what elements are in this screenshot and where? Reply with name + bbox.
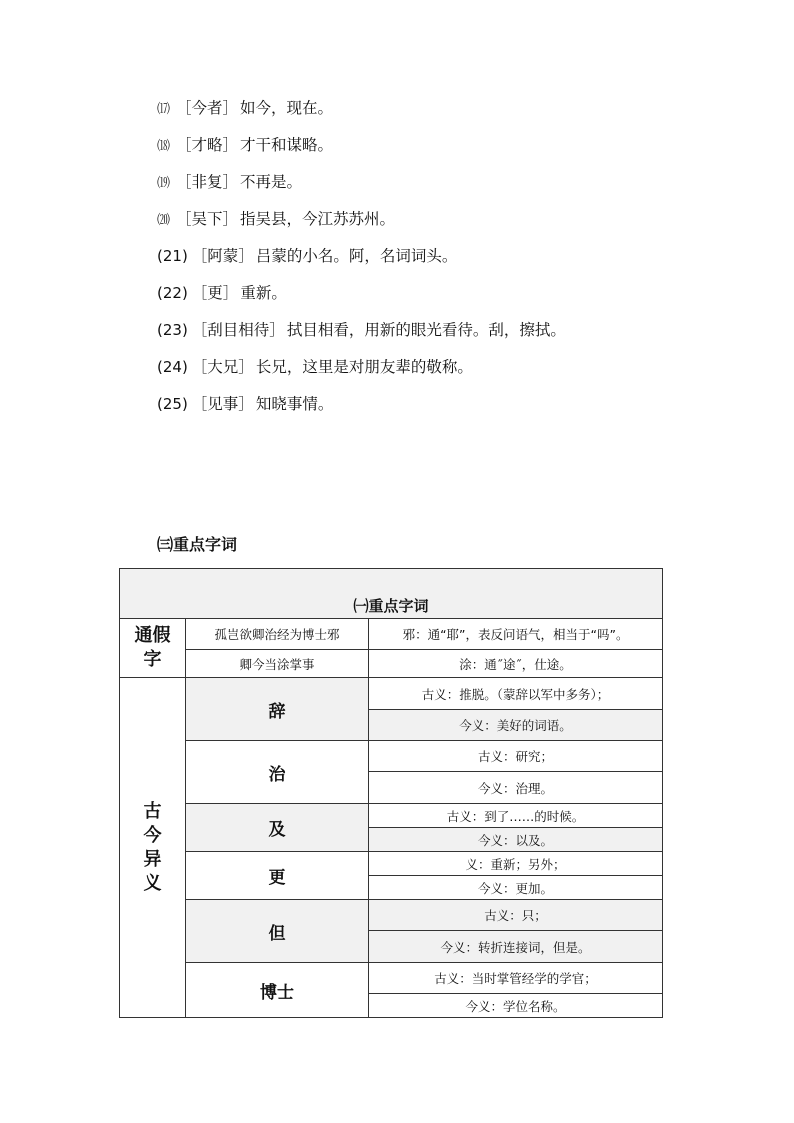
gujin-word: 但 — [186, 900, 369, 963]
note-number: ⒄ — [157, 102, 171, 117]
note-text: 长兄，这里是对朋友辈的敬称。 — [255, 358, 473, 376]
note-term: ［更］ — [191, 284, 239, 302]
annotation-item — [157, 205, 717, 242]
annotation-item — [157, 94, 717, 131]
ancient-meaning: 古义：到了……的时候。 — [369, 804, 663, 828]
section-title: ㈢重点字词 — [157, 535, 238, 554]
ancient-meaning: 古义：推脱。（蒙辞以军中多务）； — [369, 678, 663, 710]
note-term: ［今者］ — [176, 99, 239, 117]
modern-meaning: 今义：更加。 — [369, 876, 663, 900]
tongjia-label: 通假 字 — [120, 619, 186, 678]
gujin-word: 辞 — [186, 678, 369, 741]
note-text: 重新。 — [240, 284, 287, 302]
note-term: ［吴下］ — [176, 210, 239, 228]
gujin-word: 治 — [186, 741, 369, 804]
ancient-meaning: 义：重新；另外； — [369, 852, 663, 876]
note-term: ［才略］ — [176, 136, 239, 154]
gujin-word: 更 — [186, 852, 369, 900]
modern-meaning: 今义：治理。 — [369, 772, 663, 804]
tongjia-explanation: 邪：通“耶”，表反问语气，相当于“吗”。 — [369, 619, 663, 650]
table-header: ㈠重点字词 — [120, 569, 663, 619]
annotation-item — [157, 316, 717, 353]
modern-meaning: 今义：转折连接词，但是。 — [369, 931, 663, 963]
note-text: 吕蒙的小名。阿，名词词头。 — [255, 247, 458, 265]
ancient-meaning: 古义：只； — [369, 900, 663, 931]
note-number: (21) — [157, 247, 188, 265]
tongjia-source: 卿今当涂掌事 — [186, 650, 369, 678]
note-term: ［非复］ — [176, 173, 239, 191]
note-term: ［见事］ — [191, 395, 254, 413]
annotation-item — [157, 390, 717, 427]
note-text: 不再是。 — [240, 173, 303, 191]
ancient-meaning: 古义：当时掌管经学的学官； — [369, 963, 663, 994]
note-number: ⒇ — [157, 213, 171, 228]
note-text: 指吴县，今江苏苏州。 — [240, 210, 396, 228]
ancient-meaning: 古义：研究； — [369, 741, 663, 772]
note-number: (23) — [157, 321, 188, 339]
note-text: 如今，现在。 — [240, 99, 334, 117]
note-number: ⒆ — [157, 176, 171, 191]
note-number: (22) — [157, 284, 188, 302]
note-term: ［大兄］ — [191, 358, 254, 376]
note-number: ⒅ — [157, 139, 171, 154]
annotation-item — [157, 242, 717, 279]
key-words-table — [119, 568, 663, 1018]
gujin-label: 古 今 异 义 — [120, 678, 186, 1018]
annotation-item — [157, 353, 717, 390]
tongjia-source: 孤岂欲卿治经为博士邪 — [186, 619, 369, 650]
tongjia-explanation: 涂：通˝途˝，仕途。 — [369, 650, 663, 678]
note-text: 拭目相看，用新的眼光看待。刮，擦拭。 — [286, 321, 566, 339]
gujin-word: 及 — [186, 804, 369, 852]
note-text: 知晓事情。 — [255, 395, 334, 413]
annotation-item — [157, 131, 717, 168]
note-term: ［阿蒙］ — [191, 247, 254, 265]
gujin-word: 博士 — [186, 963, 369, 1018]
annotation-list — [157, 94, 717, 427]
note-text: 才干和谋略。 — [240, 136, 334, 154]
modern-meaning: 今义：以及。 — [369, 828, 663, 852]
note-number: (25) — [157, 395, 188, 413]
modern-meaning: 今义：美好的词语。 — [369, 710, 663, 741]
annotation-item — [157, 168, 717, 205]
modern-meaning: 今义：学位名称。 — [369, 994, 663, 1018]
note-number: (24) — [157, 358, 188, 376]
note-term: ［刮目相待］ — [191, 321, 285, 339]
annotation-item — [157, 279, 717, 316]
